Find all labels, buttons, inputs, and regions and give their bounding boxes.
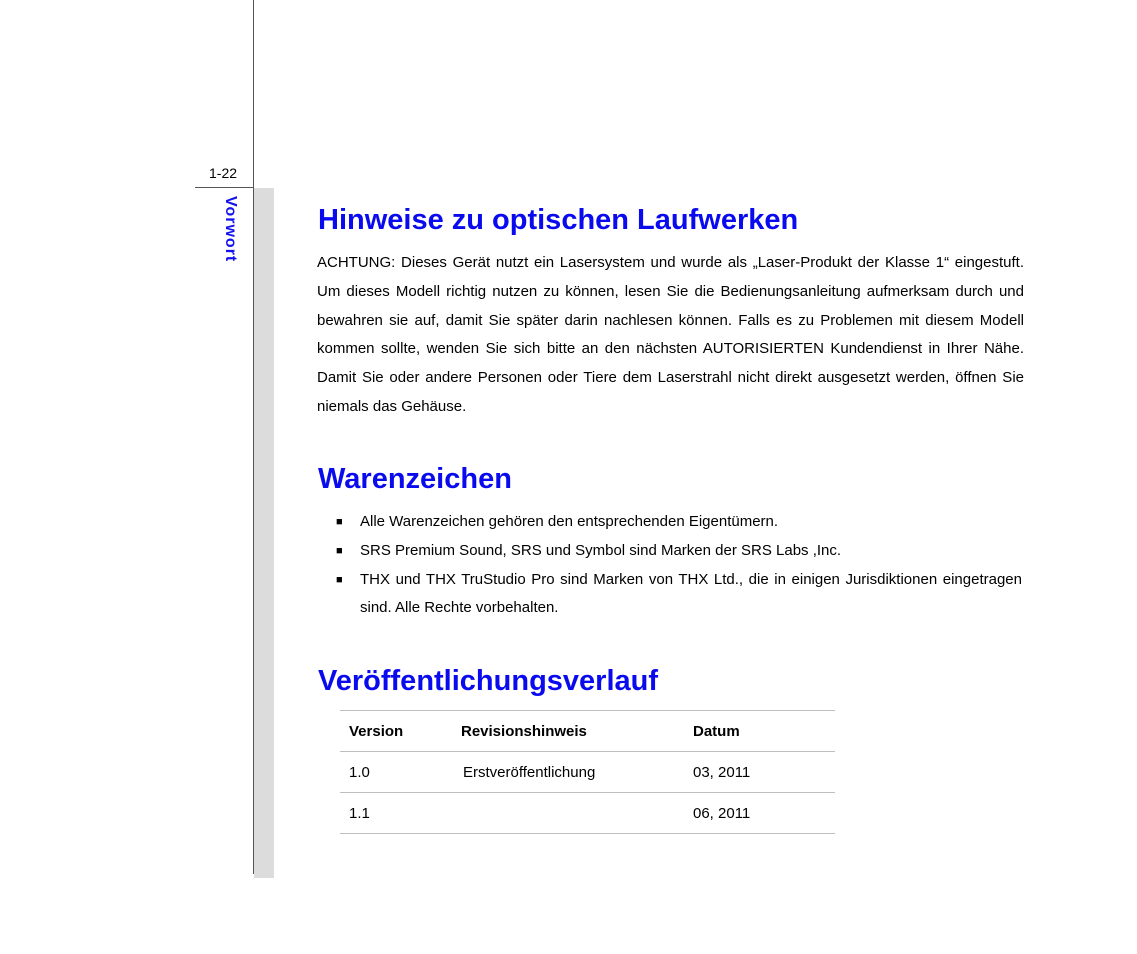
cell-version: 1.0 <box>340 752 452 793</box>
section-label: Vorwort <box>222 196 239 263</box>
optical-drive-paragraph: ACHTUNG: Dieses Gerät nutzt ein Lasersystem und wurde als „Laser-Produkt der Klasse 1“ eingestuft. Um dieses Modell richtig nutzen zu können, lesen Sie die Bedienungsanleitung aufmerksam durch und bewahren sie auf, damit Sie später darin nachlesen können. Falls es zu Problemen mit diesem Modell kommen sollte, wenden Sie sich bitte an den nächsten AUTORISIERTEN Kundendienst in Ihrer Nähe. Damit Sie oder andere Personen oder Tiere dem Laserstrahl nicht direkt ausgesetzt werden, öffnen Sie niemals das Gehäuse. <box>317 254 1024 415</box>
optical-drive-heading: Hinweise zu optischen Laufwerken <box>318 204 799 236</box>
release-history-table <box>340 710 835 834</box>
table-row <box>340 752 835 793</box>
list-item <box>336 537 1022 566</box>
list-item-text: Alle Warenzeichen gehören den entsprechenden Eigentümern. <box>360 513 779 530</box>
page-number: 1-22 <box>209 165 238 181</box>
cell-date: 06, 2011 <box>684 793 835 834</box>
cell-version: 1.1 <box>340 793 452 834</box>
bullet-icon: ■ <box>336 573 343 586</box>
side-gray-bar <box>254 188 274 878</box>
table-header-row <box>340 711 835 752</box>
page-number-rule <box>195 187 254 188</box>
cell-revision-note: Erstveröffentlichung <box>452 752 684 793</box>
list-item <box>336 508 1022 537</box>
table-row <box>340 793 835 834</box>
bullet-icon: ■ <box>336 544 343 557</box>
trademarks-list <box>336 508 1022 623</box>
column-header-revision-note: Revisionshinweis <box>452 711 684 752</box>
trademarks-heading: Warenzeichen <box>318 463 512 495</box>
release-history-heading: Veröffentlichungsverlauf <box>318 665 659 697</box>
column-header-date: Datum <box>684 711 835 752</box>
list-item <box>336 566 1022 624</box>
bullet-icon: ■ <box>336 516 343 528</box>
cell-revision-note <box>452 793 684 834</box>
cell-date: 03, 2011 <box>684 752 835 793</box>
column-header-version: Version <box>340 711 452 752</box>
list-item-text: THX und THX TruStudio Pro sind Marken von THX Ltd., die in einigen Jurisdiktionen eingetragen sind. Alle Rechte vorbehalten. <box>360 570 1022 617</box>
list-item-text: SRS Premium Sound, SRS und Symbol sind Marken der SRS Labs ,Inc. <box>360 541 842 559</box>
